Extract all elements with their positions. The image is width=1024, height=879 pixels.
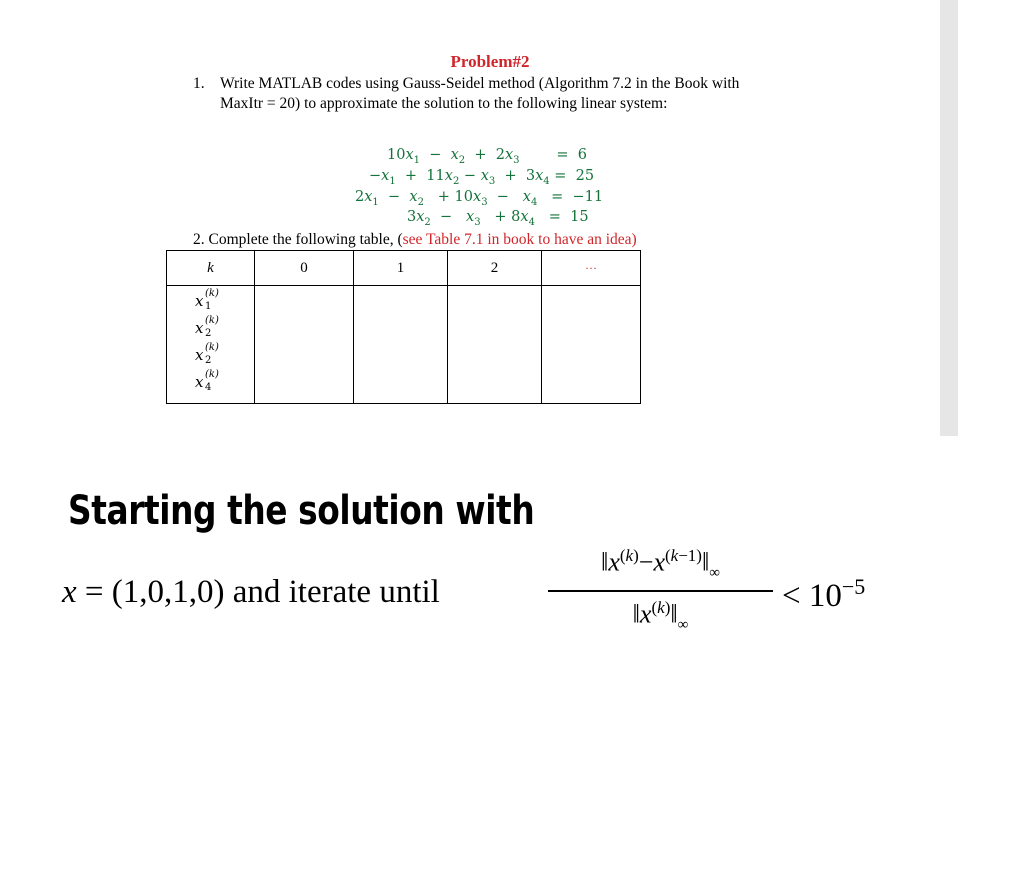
item-2-number: 2. <box>193 231 205 248</box>
var-x1: x (k) 1 <box>195 288 219 312</box>
item-2 <box>193 231 637 249</box>
header-0: 0 <box>255 251 354 286</box>
iteration-table <box>166 250 641 404</box>
cell-k1[interactable] <box>354 286 448 404</box>
cell-kn[interactable] <box>542 286 641 404</box>
var-x2: x (k) 2 <box>195 315 219 339</box>
variable-labels <box>167 286 255 404</box>
item-1-line2: MaxItr = 20) to approximate the solution to the following linear system: <box>220 95 668 112</box>
header-k: k <box>167 251 255 286</box>
item-2-reference: see Table 7.1 in book to have an idea) <box>402 231 637 248</box>
fraction-denominator: $‖x^{(k)}‖_\infty$ <box>632 598 689 633</box>
fraction-bar <box>548 590 773 592</box>
header-ellipsis: ··· <box>542 251 641 286</box>
equation-4: $3x_2 - x_3 + 8x_4 = 15$ <box>407 209 589 228</box>
iteration-condition: x = (1,0,1,0) and iterate until <box>62 574 440 610</box>
problem-title: Problem#2 <box>450 52 530 71</box>
header-1: 1 <box>354 251 448 286</box>
header-2: 2 <box>448 251 542 286</box>
tolerance: < $10^{-5}$ <box>782 574 866 614</box>
var-x4: x (k) 4 <box>195 369 219 393</box>
table-header-row <box>167 251 641 286</box>
fraction-numerator: $‖x^{(k)}-x^{(k-1)}‖_\infty$ <box>601 546 720 581</box>
equation-3: $2x_1 - x_2 + 10x_3 - x_4 = -11$ <box>355 189 604 208</box>
equation-1: $10x_1 - x_2 + 2x_3$ = 6 <box>387 147 588 166</box>
cell-k2[interactable] <box>448 286 542 404</box>
item-2-text: Complete the following table, ( <box>208 231 403 248</box>
equation-2: $-x_1 + 11x_2 - x_3 + 3x_4 = 25$ <box>369 168 595 187</box>
handwritten-note: Starting the solution with <box>68 488 535 534</box>
var-x2b: x (k) 2 <box>195 342 219 366</box>
stopping-fraction <box>548 546 773 634</box>
item-1-line1: Write MATLAB codes using Gauss-Seidel method (Algorithm 7.2 in the Book with <box>220 75 740 92</box>
item-1-text <box>220 74 739 114</box>
item-1-number: 1. <box>193 75 205 92</box>
table-row <box>167 286 641 404</box>
cell-k0[interactable] <box>255 286 354 404</box>
